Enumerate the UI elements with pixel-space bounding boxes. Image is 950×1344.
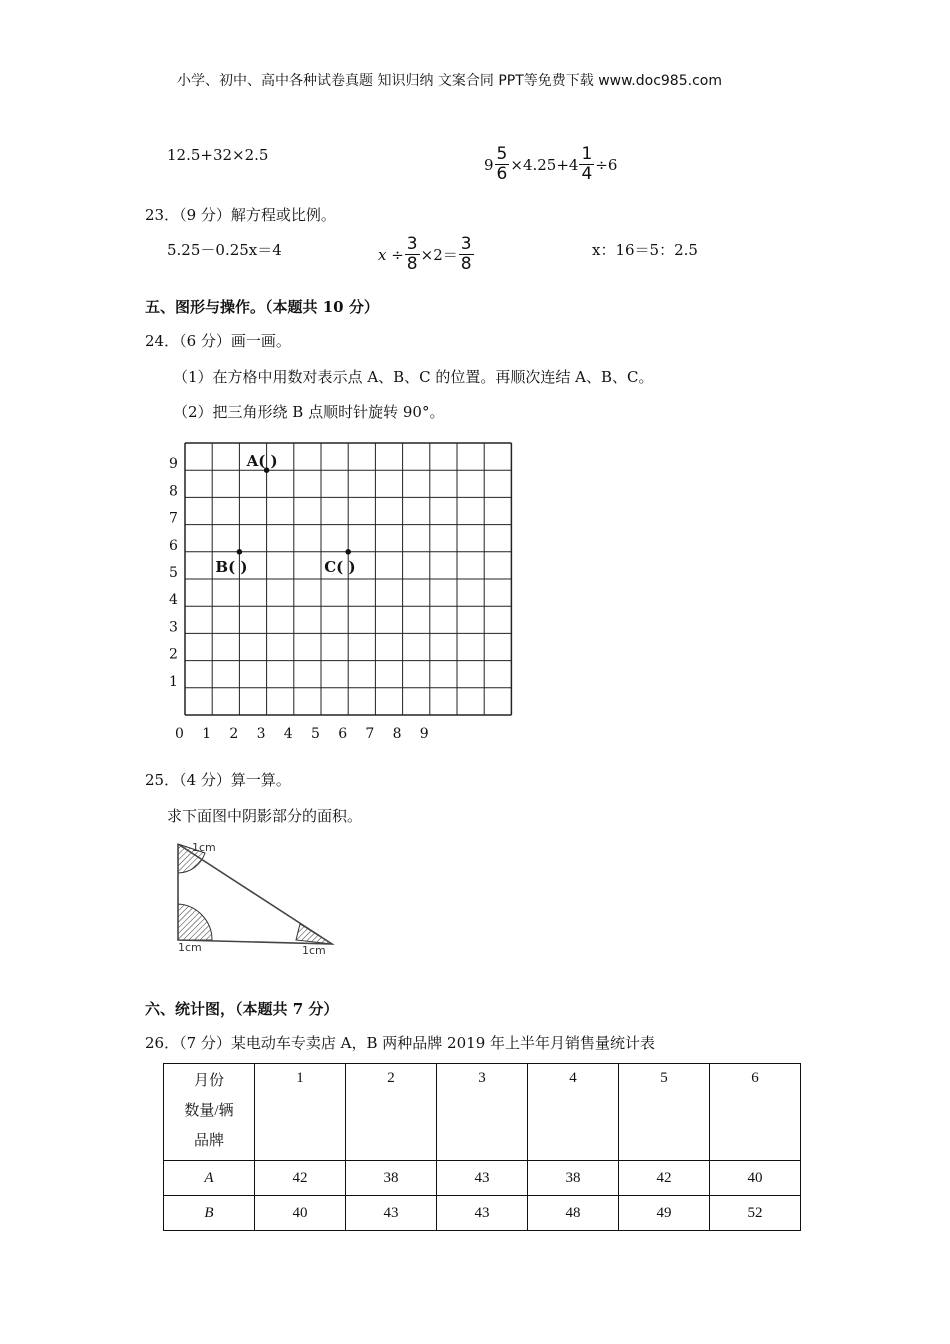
q24-sub-1: （1）在方格中用数对表示点 A、B、C 的位置。再顺次连结 A、B、C。: [173, 368, 654, 386]
coordinate-grid: [160, 430, 520, 750]
mixed-whole: 9: [484, 155, 494, 174]
x-tick-label: 6: [338, 726, 348, 742]
x-tick-label: 3: [256, 726, 266, 742]
brand-cell: B: [164, 1196, 255, 1231]
x-tick-label: 4: [283, 726, 293, 742]
value-cell: 49: [619, 1196, 710, 1231]
grid-points: [215, 452, 355, 576]
corner-header-cell: [164, 1064, 255, 1161]
q23-equation-3: x：16＝5：2.5: [592, 241, 698, 259]
month-header: 1: [255, 1064, 346, 1161]
fraction-1-4: [579, 146, 594, 183]
x-axis-labels: [175, 726, 429, 742]
month-header: 3: [437, 1064, 528, 1161]
value-cell: 40: [255, 1196, 346, 1231]
x-tick-label: 7: [365, 726, 375, 742]
value-cell: 48: [528, 1196, 619, 1231]
expression-middle: ×4.25+4: [510, 155, 579, 174]
label-bottom-left: 1cm: [178, 941, 202, 954]
value-cell: 42: [619, 1161, 710, 1196]
y-tick-label: 6: [169, 537, 178, 554]
month-header: 2: [346, 1064, 437, 1161]
fraction-numerator: 3: [460, 234, 472, 254]
x-tick-label: 8: [392, 726, 402, 742]
page-header: 小学、初中、高中各种试卷真题 知识归纳 文案合同 PPT等免费下载 www.doc985.com: [177, 73, 722, 89]
y-tick-label: 8: [169, 483, 178, 500]
fraction-3-8-result: [459, 236, 474, 273]
label-bottom-right: 1cm: [302, 944, 326, 957]
q25-title: 25．（4 分）算一算。: [145, 771, 291, 789]
q23-equation-2: [378, 236, 475, 273]
shaded-sector-right-angle: [178, 904, 212, 940]
section-6-title: 六、统计图，（本题共 7 分）: [145, 1000, 339, 1018]
value-cell: 43: [437, 1196, 528, 1231]
y-tick-label: 7: [169, 510, 178, 527]
x-tick-label: 5: [311, 726, 320, 742]
corner-quantity: 数量/辆: [184, 1103, 234, 1119]
y-tick-label: 4: [169, 592, 178, 609]
grid-lines: [185, 443, 511, 715]
fraction-3-8: [405, 236, 420, 273]
point-b: [237, 549, 243, 555]
x-tick-label: 0: [175, 726, 184, 742]
corner-month: 月份: [193, 1073, 224, 1089]
fraction-denominator: 4: [581, 164, 593, 184]
value-cell: 43: [346, 1196, 437, 1231]
sales-table: [163, 1063, 801, 1231]
value-cell: 40: [710, 1161, 801, 1196]
y-tick-label: 1: [169, 673, 178, 690]
table-row-a: [164, 1161, 801, 1196]
fraction-5-6: [495, 146, 510, 183]
q25-prompt: 求下面图中阴影部分的面积。: [167, 807, 363, 825]
expression-tail: ÷6: [595, 155, 618, 174]
q23-title: 23．（9 分）解方程或比例。: [145, 206, 336, 224]
x-tick-label: 2: [229, 726, 239, 742]
equation-lead: x ÷: [378, 245, 404, 264]
point-c: [345, 549, 351, 555]
point-label-c: C( ): [324, 557, 356, 576]
value-cell: 38: [346, 1161, 437, 1196]
triangle-figure: [168, 836, 343, 961]
table-row-b: [164, 1196, 801, 1231]
q23-equation-1: 5.25－0.25x＝4: [167, 241, 282, 259]
month-header: 4: [528, 1064, 619, 1161]
x-tick-label: 9: [419, 726, 429, 742]
value-cell: 52: [710, 1196, 801, 1231]
fraction-denominator: 8: [406, 254, 418, 274]
fraction-numerator: 3: [406, 234, 418, 254]
calc-expression-1: 12.5+32×2.5: [167, 146, 269, 164]
x-tick-label: 1: [202, 726, 212, 742]
calc-expression-2: [484, 146, 617, 183]
fraction-numerator: 5: [496, 144, 508, 164]
corner-brand: 品牌: [193, 1133, 224, 1149]
month-header: 6: [710, 1064, 801, 1161]
label-top: 1cm: [192, 841, 216, 854]
brand-cell: A: [164, 1161, 255, 1196]
y-tick-label: 2: [169, 646, 178, 663]
fraction-denominator: 6: [496, 164, 508, 184]
value-cell: 42: [255, 1161, 346, 1196]
q24-sub-2: （2）把三角形绕 B 点顺时针旋转 90°。: [173, 403, 445, 421]
y-tick-label: 3: [169, 619, 178, 636]
point-label-b: B( ): [215, 557, 248, 576]
q26-title: 26．（7 分）某电动车专卖店 A，B 两种品牌 2019 年上半年月销售量统计表: [145, 1034, 656, 1052]
month-header: 5: [619, 1064, 710, 1161]
section-5-title: 五、图形与操作。（本题共 10 分）: [145, 298, 379, 316]
y-tick-label: 9: [169, 456, 178, 473]
q24-title: 24．（6 分）画一画。: [145, 332, 291, 350]
fraction-numerator: 1: [581, 144, 593, 164]
y-axis-labels: [169, 456, 178, 690]
point-label-a: A( ): [246, 452, 278, 471]
fraction-denominator: 8: [460, 254, 472, 274]
value-cell: 43: [437, 1161, 528, 1196]
table-header-row: [164, 1064, 801, 1161]
y-tick-label: 5: [169, 565, 178, 581]
value-cell: 38: [528, 1161, 619, 1196]
equation-middle: ×2＝: [420, 246, 458, 264]
